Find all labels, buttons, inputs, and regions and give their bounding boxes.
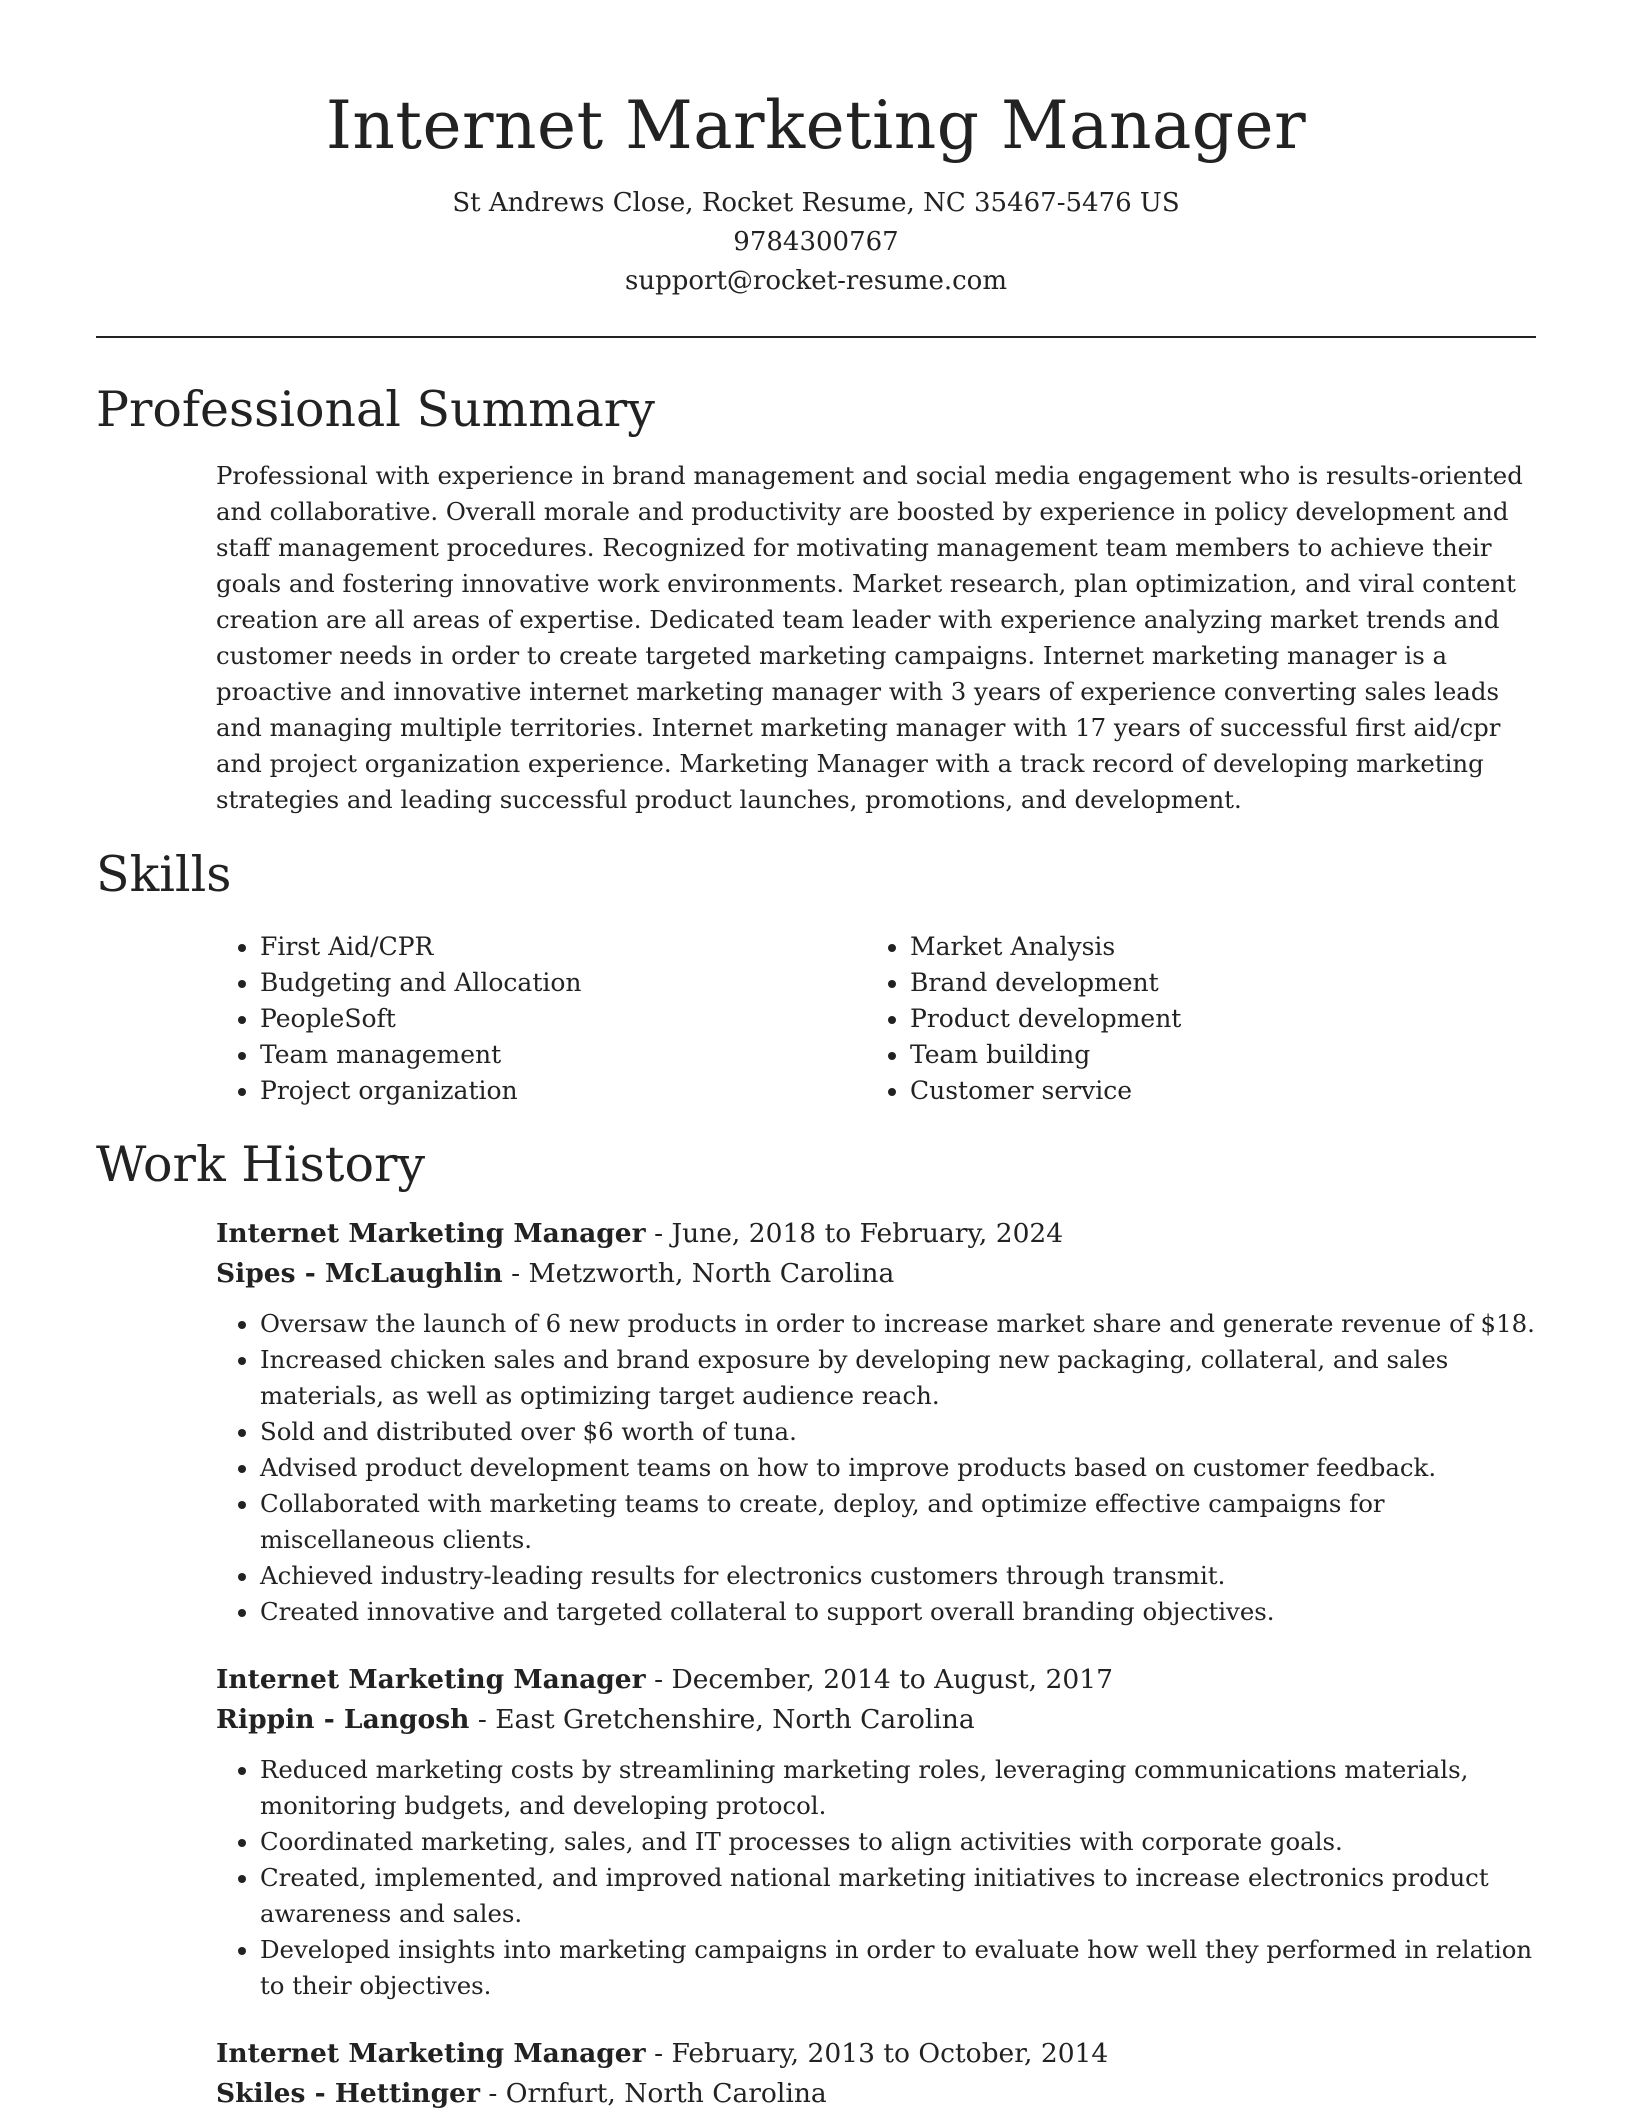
job-bullet: • Coordinated marketing, sales, and IT processes to align activities with corporate goals. bbox=[260, 1824, 1536, 1860]
job-dates: - February, 2013 to October, 2014 bbox=[645, 2038, 1109, 2069]
job-bullet: • Advised product development teams on how to improve products based on customer feedback. bbox=[260, 1450, 1536, 1486]
job-title: Internet Marketing Manager bbox=[216, 1218, 646, 1249]
job-bullet: • Increased chicken sales and brand exposure by developing new packaging, collateral, and sales materials, as well as optimizing target audience reach. bbox=[260, 1342, 1536, 1414]
job-entry bbox=[216, 1214, 1536, 1630]
job-company: Rippin - Langosh bbox=[216, 1704, 470, 1735]
summary-heading: Professional Summary bbox=[96, 381, 655, 438]
job-company: Skiles - Hettinger bbox=[216, 2078, 480, 2109]
skill-item: • Brand development bbox=[910, 965, 1510, 1001]
header-divider bbox=[96, 336, 1536, 338]
job-location: - Metzworth, North Carolina bbox=[502, 1258, 895, 1289]
summary-text: Professional with experience in brand management and social media engagement who is results-oriented and collaborative. Overall morale and productivity are boosted by experience in policy development and staff management procedures. Recognized for motivating management team members to achieve their goals and fostering innovative work environments. Market research, plan optimization, and viral content creation are all areas of expertise. Dedicated team leader with experience analyzing market trends and customer needs in order to create targeted marketing campaigns. Internet marketing manager is a proactive and innovative internet marketing manager with 3 years of experience converting sales leads and managing multiple territories. Internet marketing manager with 17 years of successful first aid/cpr and project organization experience. Marketing Manager with a track record of developing marketing strategies and leading successful product launches, promotions, and development. bbox=[216, 461, 1523, 814]
resume-page bbox=[96, 0, 1536, 2114]
job-bullet: • Collaborated with marketing teams to create, deploy, and optimize effective campaigns for miscellaneous clients. bbox=[260, 1486, 1536, 1558]
skill-item: • Team building bbox=[910, 1037, 1510, 1073]
job-title-line bbox=[216, 2034, 1536, 2074]
skill-item: • Team management bbox=[260, 1037, 866, 1073]
contact-block bbox=[96, 184, 1536, 301]
job-title-line bbox=[216, 1660, 1536, 1700]
skills-right-list bbox=[866, 929, 1510, 1109]
job-entry bbox=[216, 1660, 1536, 2004]
work-history-section bbox=[96, 1135, 1536, 2114]
skills-left-list bbox=[216, 929, 866, 1109]
job-title-line bbox=[216, 1214, 1536, 1254]
skill-item: • Customer service bbox=[910, 1073, 1510, 1109]
contact-phone: 9784300767 bbox=[733, 227, 899, 257]
skill-item: • PeopleSoft bbox=[260, 1001, 866, 1037]
job-title: Internet Marketing Manager bbox=[216, 2038, 646, 2069]
job-company-line bbox=[216, 2074, 1536, 2114]
job-dates: - June, 2018 to February, 2024 bbox=[645, 1218, 1064, 1249]
summary-section bbox=[96, 380, 1536, 818]
job-bullet: • Achieved industry-leading results for electronics customers through transmit. bbox=[260, 1558, 1536, 1594]
skill-item: • Market Analysis bbox=[910, 929, 1510, 965]
contact-address: St Andrews Close, Rocket Resume, NC 35467-5476 US bbox=[452, 188, 1180, 218]
job-location: - Ornfurt, North Carolina bbox=[479, 2078, 827, 2109]
skill-item: • Product development bbox=[910, 1001, 1510, 1037]
skills-section bbox=[96, 845, 1536, 1109]
job-company-line bbox=[216, 1700, 1536, 1740]
work-history-heading: Work History bbox=[96, 1136, 426, 1193]
job-location: - East Gretchenshire, North Carolina bbox=[469, 1704, 975, 1735]
job-bullet: • Created, implemented, and improved national marketing initiatives to increase electronics product awareness and sales. bbox=[260, 1860, 1536, 1932]
job-bullet: • Oversaw the launch of 6 new products in order to increase market share and generate revenue of $18. bbox=[260, 1306, 1536, 1342]
skills-columns bbox=[216, 929, 1536, 1109]
resume-name: Internet Marketing Manager bbox=[325, 87, 1307, 164]
skill-item: • First Aid/CPR bbox=[260, 929, 866, 965]
job-bullet: • Sold and distributed over $6 worth of tuna. bbox=[260, 1414, 1536, 1450]
job-bullet: • Developed insights into marketing campaigns in order to evaluate how well they performed in relation to their objectives. bbox=[260, 1932, 1536, 2004]
skill-item: • Project organization bbox=[260, 1073, 866, 1109]
skills-heading: Skills bbox=[96, 846, 232, 903]
job-dates: - December, 2014 to August, 2017 bbox=[645, 1664, 1113, 1695]
job-company: Sipes - McLaughlin bbox=[216, 1258, 503, 1289]
job-entry bbox=[216, 2034, 1536, 2114]
job-bullets bbox=[216, 1306, 1536, 1630]
job-company-line bbox=[216, 1254, 1536, 1294]
job-title: Internet Marketing Manager bbox=[216, 1664, 646, 1695]
job-bullet: • Created innovative and targeted collateral to support overall branding objectives. bbox=[260, 1594, 1536, 1630]
job-bullet: • Reduced marketing costs by streamlining marketing roles, leveraging communications materials, monitoring budgets, and developing protocol. bbox=[260, 1752, 1536, 1824]
contact-email: support@rocket-resume.com bbox=[624, 266, 1007, 296]
skill-item: • Budgeting and Allocation bbox=[260, 965, 866, 1001]
job-bullets bbox=[216, 1752, 1536, 2004]
